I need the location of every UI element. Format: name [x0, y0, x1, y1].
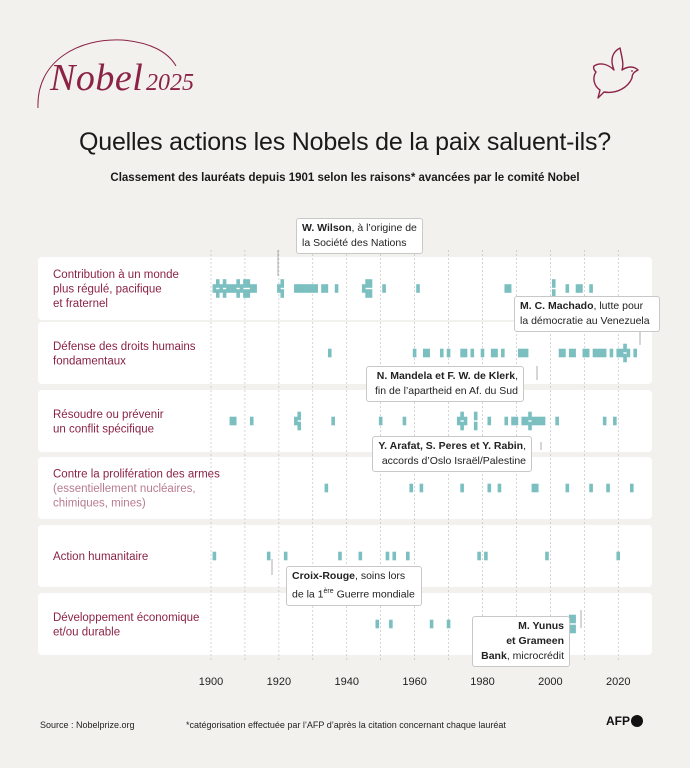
- laureate-mark: [297, 422, 301, 431]
- laureate-mark: [213, 552, 217, 561]
- laureate-mark: [627, 349, 631, 358]
- laureate-mark: [498, 484, 502, 493]
- laureate-mark: [314, 284, 318, 293]
- laureate-mark: [532, 484, 536, 493]
- laureate-mark: [572, 615, 576, 624]
- laureate-mark: [359, 552, 363, 561]
- callout-arafat-text1: ,: [523, 440, 526, 452]
- callout-croix-sup: ère: [323, 588, 334, 595]
- callout-yunus-text3: , microcrédit: [506, 650, 564, 662]
- laureate-mark: [460, 484, 464, 493]
- laureate-mark: [406, 552, 410, 561]
- laureate-mark: [233, 417, 237, 426]
- laureate-mark: [243, 279, 247, 288]
- laureate-mark: [267, 552, 271, 561]
- laureate-mark: [504, 417, 508, 426]
- callout-machado-text2: la démocratie au Venezuela: [520, 315, 650, 327]
- laureate-mark: [484, 552, 488, 561]
- x-tick-label: 2000: [538, 676, 563, 688]
- laureate-mark: [559, 349, 563, 358]
- laureate-mark: [236, 279, 240, 288]
- laureate-mark: [487, 484, 491, 493]
- laureate-mark: [572, 349, 576, 358]
- category-band-2: [38, 390, 652, 452]
- laureate-mark: [542, 417, 546, 426]
- brand-year: 2025: [146, 70, 194, 96]
- laureate-mark: [464, 349, 468, 358]
- x-tick-label: 1980: [470, 676, 495, 688]
- laureate-mark: [579, 284, 583, 293]
- category-label: fondamentaux: [53, 355, 126, 368]
- callout-wilson-name: W. Wilson: [302, 222, 352, 234]
- laureate-mark: [477, 552, 481, 561]
- laureate-mark: [616, 552, 620, 561]
- laureate-mark: [403, 417, 407, 426]
- callout-croix-name: Croix-Rouge: [292, 570, 355, 582]
- laureate-mark: [566, 284, 570, 293]
- laureate-mark: [504, 284, 508, 293]
- laureate-mark: [294, 284, 298, 293]
- laureate-mark: [382, 284, 386, 293]
- laureate-mark: [623, 354, 627, 363]
- callout-yunus-name2: et Grameen Bank: [481, 635, 564, 662]
- laureate-mark: [297, 412, 301, 421]
- laureate-mark: [501, 349, 505, 358]
- callout-yunus: [472, 616, 570, 667]
- callout-arafat: [372, 436, 532, 472]
- laureate-mark: [623, 344, 627, 353]
- laureate-mark: [379, 417, 383, 426]
- x-tick-label: 1940: [334, 676, 359, 688]
- laureate-mark: [247, 279, 251, 288]
- callout-wilson-text1: , à l’origine de: [351, 222, 417, 234]
- laureate-mark: [216, 289, 220, 298]
- laureate-mark: [555, 417, 559, 426]
- x-tick-label: 2020: [605, 676, 631, 688]
- laureate-mark: [308, 284, 312, 293]
- laureate-mark: [582, 349, 586, 358]
- laureate-mark: [494, 349, 498, 358]
- laureate-mark: [280, 289, 284, 298]
- laureate-mark: [599, 349, 603, 358]
- laureate-mark: [616, 349, 620, 358]
- laureate-mark: [521, 349, 525, 358]
- laureate-mark: [233, 284, 237, 293]
- laureate-mark: [236, 289, 240, 298]
- laureate-mark: [586, 349, 590, 358]
- afp-dot-icon: [631, 715, 643, 727]
- laureate-mark: [280, 279, 284, 288]
- laureate-mark: [460, 349, 464, 358]
- callout-arafat-text2: accords d’Oslo Israël/Palestine: [381, 455, 526, 467]
- laureate-mark: [369, 289, 373, 298]
- laureate-mark: [230, 417, 234, 426]
- laureate-mark: [589, 484, 593, 493]
- category-label: et fraternel: [53, 298, 108, 310]
- laureate-mark: [447, 620, 451, 629]
- callout-mandela-text1: ,: [515, 370, 518, 382]
- laureate-mark: [603, 349, 607, 358]
- laureate-mark: [457, 417, 461, 426]
- laureate-mark: [545, 552, 549, 561]
- laureate-mark: [223, 289, 227, 298]
- laureate-mark: [375, 620, 379, 629]
- laureate-mark: [487, 417, 491, 426]
- x-tick-label: 1960: [402, 676, 427, 688]
- category-sublabel: (essentiellement nucléaires,: [53, 483, 196, 495]
- laureate-mark: [610, 349, 614, 358]
- laureate-mark: [325, 484, 329, 493]
- laureate-mark: [593, 349, 597, 358]
- category-label: Résoudre ou prévenir: [53, 408, 164, 421]
- laureate-mark: [471, 349, 475, 358]
- laureate-mark: [603, 417, 607, 426]
- laureate-mark: [338, 552, 342, 561]
- laureate-mark: [250, 284, 254, 293]
- category-label: Développement économique: [53, 611, 200, 624]
- callout-mandela: [366, 366, 524, 402]
- laureate-mark: [474, 422, 478, 431]
- laureate-mark: [430, 620, 434, 629]
- laureate-mark: [294, 417, 298, 426]
- laureate-mark: [331, 417, 335, 426]
- laureate-mark: [569, 349, 573, 358]
- laureate-mark: [535, 484, 539, 493]
- callout-yunus-name: M. Yunus: [518, 620, 564, 632]
- callout-croix-rouge: [286, 566, 422, 606]
- laureate-mark: [538, 417, 542, 426]
- laureate-mark: [325, 284, 329, 293]
- laureate-mark: [521, 417, 525, 426]
- callout-croix-text1: , soins lors: [355, 570, 406, 582]
- callout-mandela-text2: fin de l’apartheid en Af. du Sud: [374, 385, 518, 397]
- laureate-mark: [464, 417, 468, 426]
- laureate-mark: [277, 284, 281, 293]
- category-label: Contre la prolifération des armes: [53, 468, 220, 481]
- brand-word: Nobel: [50, 57, 144, 99]
- categorisation-note: *catégorisation effectuée par l’AFP d’après la citation concernant chaque lauréat: [186, 720, 506, 730]
- laureate-mark: [525, 417, 529, 426]
- category-label: un conflit spécifique: [53, 423, 155, 436]
- callout-wilson-text2: la Société des Nations: [302, 237, 407, 249]
- callout-croix-text2b: Guerre mondiale: [333, 588, 415, 601]
- laureate-mark: [253, 284, 257, 293]
- laureate-mark: [386, 552, 390, 561]
- laureate-mark: [311, 284, 315, 293]
- laureate-mark: [413, 349, 417, 358]
- laureate-mark: [250, 417, 254, 426]
- laureate-mark: [416, 284, 420, 293]
- category-label: et/ou durable: [53, 626, 121, 639]
- category-label: plus régulé, pacifique: [53, 283, 162, 296]
- laureate-mark: [633, 349, 637, 358]
- laureate-mark: [613, 417, 617, 426]
- laureate-mark: [508, 284, 512, 293]
- callout-mandela-name: N. Mandela et F. W. de Klerk: [376, 370, 516, 382]
- laureate-mark: [440, 349, 444, 358]
- laureate-mark: [474, 412, 478, 421]
- laureate-mark: [247, 289, 251, 298]
- laureate-mark: [389, 620, 393, 629]
- callout-machado-text1: , lutte pour: [593, 300, 644, 312]
- chart-title: Quelles actions les Nobels de la paix saluent-ils?: [79, 128, 611, 156]
- laureate-mark: [409, 484, 413, 493]
- laureate-mark: [304, 284, 308, 293]
- x-tick-label: 1900: [198, 676, 224, 688]
- laureate-mark: [630, 484, 634, 493]
- chart-subtitle: Classement des lauréats depuis 1901 selon les raisons* avancées par le comité Nobel: [110, 172, 580, 184]
- laureate-mark: [620, 349, 624, 358]
- laureate-mark: [365, 279, 369, 288]
- laureate-mark: [596, 349, 600, 358]
- category-label: Action humanitaire: [53, 551, 149, 563]
- laureate-mark: [460, 422, 464, 431]
- callout-croix-text2a: de la 1: [292, 588, 324, 601]
- laureate-mark: [335, 284, 339, 293]
- laureate-mark: [301, 284, 305, 293]
- callout-machado-name: M. C. Machado: [520, 300, 594, 312]
- laureate-mark: [576, 284, 580, 293]
- laureate-mark: [226, 284, 230, 293]
- laureate-mark: [528, 412, 532, 421]
- laureate-mark: [447, 349, 451, 358]
- laureate-mark: [481, 349, 485, 358]
- x-tick-label: 1920: [266, 676, 292, 688]
- laureate-mark: [518, 349, 522, 358]
- callout-arafat-name: Y. Arafat, S. Peres et Y. Rabin: [378, 440, 524, 452]
- laureate-mark: [460, 412, 464, 421]
- laureate-mark: [297, 284, 301, 293]
- laureate-mark: [362, 284, 366, 293]
- laureate-mark: [392, 552, 396, 561]
- laureate-mark: [528, 422, 532, 431]
- category-label: Défense des droits humains: [53, 340, 196, 353]
- laureate-mark: [426, 349, 430, 358]
- laureate-mark: [525, 349, 529, 358]
- laureate-mark: [535, 417, 539, 426]
- laureate-mark: [420, 484, 424, 493]
- callout-wilson: [296, 218, 423, 254]
- laureate-mark: [566, 484, 570, 493]
- laureate-mark: [328, 349, 332, 358]
- callout-machado: [514, 296, 660, 332]
- laureate-mark: [213, 284, 217, 293]
- laureate-mark: [223, 279, 227, 288]
- laureate-mark: [511, 417, 515, 426]
- laureate-mark: [572, 625, 576, 634]
- laureate-mark: [532, 417, 536, 426]
- laureate-mark: [369, 279, 373, 288]
- laureate-mark: [562, 349, 566, 358]
- afp-logo-text: AFP: [606, 714, 630, 728]
- laureate-mark: [423, 349, 427, 358]
- laureate-mark: [365, 289, 369, 298]
- laureate-mark: [219, 284, 223, 293]
- laureate-mark: [243, 289, 247, 298]
- laureate-mark: [284, 552, 288, 561]
- laureate-mark: [240, 284, 244, 293]
- laureate-mark: [230, 284, 234, 293]
- laureate-mark: [321, 284, 325, 293]
- laureate-mark: [216, 279, 220, 288]
- laureate-mark: [552, 279, 556, 288]
- laureate-mark: [589, 284, 593, 293]
- afp-logo: [606, 714, 643, 728]
- category-label: Contribution à un monde: [53, 269, 179, 281]
- laureate-mark: [515, 417, 519, 426]
- laureate-mark: [491, 349, 495, 358]
- laureate-mark: [606, 484, 610, 493]
- source-note: Source : Nobelprize.org: [40, 720, 135, 730]
- category-sublabel: chimiques, mines): [53, 497, 146, 510]
